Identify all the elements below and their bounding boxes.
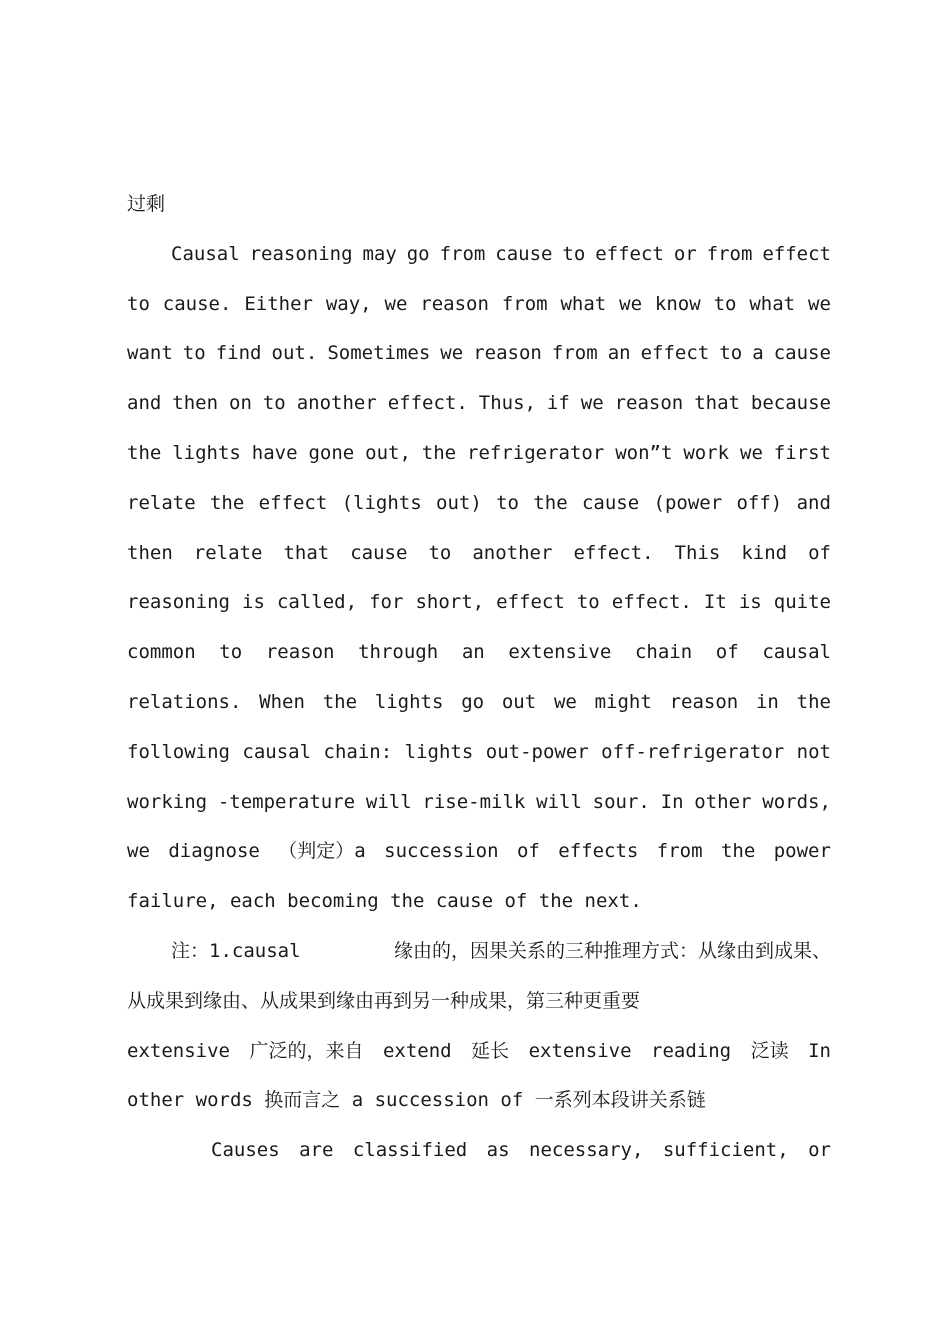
word: extensive (508, 641, 612, 664)
word: effect (640, 342, 710, 365)
word: as (486, 1139, 510, 1162)
word: we (619, 292, 643, 315)
word: working (127, 790, 208, 813)
word: extensive (127, 1039, 230, 1062)
word: effect (762, 242, 831, 265)
word: common (127, 641, 196, 664)
word: refrigerator (467, 441, 605, 464)
word: effect. (573, 541, 654, 564)
word: to (713, 292, 737, 315)
word: Sometimes (327, 342, 431, 365)
word: words, (762, 790, 831, 813)
word: causal (762, 641, 831, 664)
word: we (740, 441, 763, 464)
word: to (496, 491, 519, 514)
word: succession (384, 840, 499, 863)
text-line (127, 1132, 831, 1182)
word: is (738, 591, 762, 614)
word: from (656, 840, 703, 863)
word: another (296, 392, 377, 415)
word: 延长 (471, 1039, 510, 1062)
word: have (251, 441, 298, 464)
word: go (406, 242, 430, 265)
word: （判定）a (278, 840, 366, 863)
word: sour. (592, 790, 650, 813)
text-line (127, 933, 831, 983)
word: chain: (323, 740, 393, 763)
word: is (242, 591, 265, 614)
text-line (127, 435, 831, 485)
word: way, (325, 292, 372, 315)
word: to (576, 591, 600, 614)
word: rise-milk (422, 790, 526, 813)
word: will (365, 790, 412, 813)
word: causal (242, 740, 312, 763)
word: lights (374, 690, 444, 713)
word: effects (558, 840, 639, 863)
word: the (421, 441, 457, 464)
text-line (127, 584, 831, 634)
word: power (773, 840, 831, 863)
word: what (560, 292, 607, 315)
word: following (127, 740, 230, 763)
text-line (127, 684, 831, 734)
word: we (553, 690, 577, 713)
word: the (796, 690, 831, 713)
word: are (299, 1139, 334, 1162)
word: of (516, 840, 540, 863)
word: reason (669, 690, 739, 713)
word: effect. (611, 591, 692, 614)
word: reading (651, 1039, 732, 1062)
word: lights (404, 740, 474, 763)
word: 泛读 (750, 1039, 789, 1062)
text-line (127, 883, 831, 933)
word: 从成果到缘由、从成果到缘由再到另一种成果，第三种更重要 (127, 989, 641, 1012)
word: out-power (485, 740, 589, 763)
word: we (127, 840, 150, 863)
word: from (551, 342, 598, 365)
word: short, (415, 591, 485, 614)
word: out (501, 690, 537, 713)
word: to (719, 342, 743, 365)
word: reasoning (249, 242, 353, 265)
word: then (127, 541, 173, 564)
word: relate (193, 541, 263, 564)
word: to (182, 342, 206, 365)
word: called, (276, 591, 358, 614)
word: not (796, 740, 831, 763)
word: Causes (211, 1139, 280, 1162)
word: the (322, 690, 358, 713)
word: Causal (171, 242, 240, 265)
word: cause (350, 541, 408, 564)
word: When (259, 690, 305, 713)
word: in (755, 690, 779, 713)
word: the (209, 491, 245, 514)
word: to (262, 392, 286, 415)
word: effect. (387, 392, 468, 415)
word: out, (365, 441, 411, 464)
word: cause. (162, 292, 232, 315)
word: Thus, (478, 392, 536, 415)
word: necessary, (529, 1139, 644, 1162)
word: In (660, 790, 684, 813)
word: what (749, 292, 796, 315)
word: the (533, 491, 568, 514)
word: (lights (341, 491, 422, 514)
word: effect (496, 591, 565, 614)
word: to (428, 541, 452, 564)
word: off-refrigerator (601, 740, 785, 763)
word: may (362, 242, 397, 265)
document-page (127, 186, 831, 1182)
word: the (127, 441, 162, 464)
line-text: other words 换而言之 a succession of 一系列本段讲关系链 (127, 1089, 706, 1112)
word: a (752, 342, 764, 365)
word: cause (773, 342, 831, 365)
word: go (461, 690, 485, 713)
word: relate (127, 491, 196, 514)
word: we (808, 292, 831, 315)
text-line (127, 286, 831, 336)
word: cause (495, 242, 553, 265)
text-line (127, 335, 831, 385)
text-line (127, 236, 831, 286)
word: for (369, 591, 404, 614)
word: sufficient, (662, 1139, 789, 1162)
word: and (127, 392, 162, 415)
word: effect (258, 491, 328, 514)
word: It (703, 591, 727, 614)
word: to (127, 292, 150, 315)
word: want (127, 342, 173, 365)
word: might (594, 690, 652, 713)
word: 广泛的，来自 (249, 1039, 364, 1062)
word: cause (581, 491, 640, 514)
word: or (808, 1139, 831, 1162)
word: we (440, 342, 464, 365)
text-line (127, 983, 831, 1033)
text-line (127, 634, 831, 684)
word: from (501, 292, 548, 315)
text-line (127, 1082, 831, 1132)
word: we (384, 292, 408, 315)
word: and (796, 491, 831, 514)
text-line (127, 485, 831, 535)
word: out) (436, 491, 482, 514)
word: first (773, 441, 831, 464)
text-line (127, 734, 831, 784)
word: on (229, 392, 252, 415)
word: -temperature (217, 790, 356, 813)
word: 缘由的，因果关系的三种推理方式：从缘由到成果、 (393, 939, 831, 962)
word: Either (244, 292, 313, 315)
text-line (127, 1033, 831, 1083)
word: find (215, 342, 262, 365)
word: an (461, 641, 485, 664)
word: won”t (615, 441, 673, 464)
word: that (283, 541, 330, 564)
word: other (694, 790, 752, 813)
word: classified (352, 1139, 468, 1162)
word: work (683, 441, 730, 464)
word: will (536, 790, 582, 813)
word: know (654, 292, 701, 315)
word: from (706, 242, 753, 265)
word: reason (614, 392, 684, 415)
word: off) (736, 491, 783, 514)
word: to (562, 242, 586, 265)
word: reasoning (127, 591, 230, 614)
text-line (127, 833, 831, 883)
line-text: failure, each becoming the cause of the next. (127, 890, 642, 913)
word: through (358, 641, 439, 664)
word: then (172, 392, 219, 415)
word: reason (473, 342, 542, 365)
line-text: 过剩 (127, 193, 166, 215)
word: relations. (127, 690, 242, 713)
word: the (720, 840, 756, 863)
word: an (607, 342, 631, 365)
word: reason (420, 292, 489, 315)
word: or (673, 242, 697, 265)
word: out. (271, 342, 318, 365)
word: that (694, 392, 740, 415)
text-line (127, 784, 831, 834)
word: extend (382, 1039, 452, 1062)
word: chain (634, 641, 693, 664)
word: another (472, 541, 553, 564)
word: from (439, 242, 486, 265)
word: This (674, 541, 721, 564)
text-line (127, 186, 831, 236)
word: of (808, 541, 831, 564)
text-line (127, 535, 831, 585)
word: if (546, 392, 570, 415)
word: quite (773, 591, 831, 614)
word: 注：1.causal (171, 939, 301, 962)
word: because (750, 392, 831, 415)
word: In (808, 1039, 831, 1062)
word: kind (741, 541, 788, 564)
word: gone (308, 441, 355, 464)
word: to (219, 641, 243, 664)
word: reason (265, 641, 335, 664)
word: we (580, 392, 604, 415)
word: diagnose (168, 840, 260, 863)
word: of (715, 641, 739, 664)
word: extensive (528, 1039, 632, 1062)
word: effect (595, 242, 664, 265)
text-line (127, 385, 831, 435)
word: lights (172, 441, 241, 464)
word: (power (653, 491, 723, 514)
